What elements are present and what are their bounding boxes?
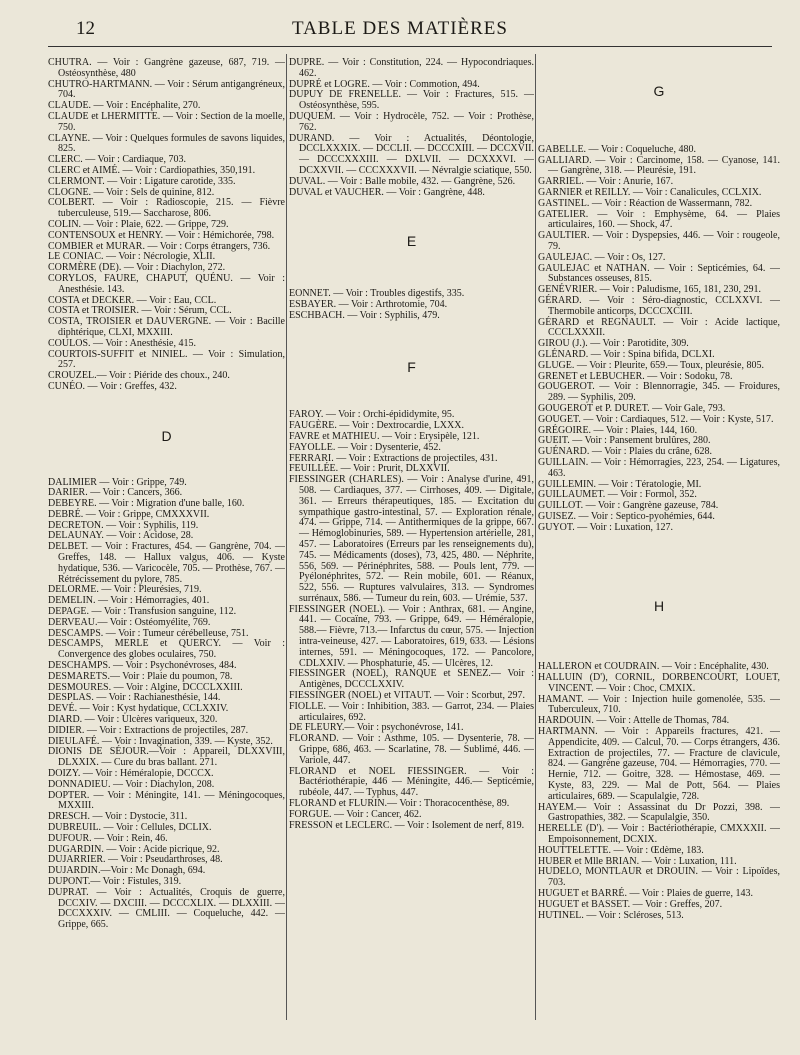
index-entry: DESCAMPS, MERLE et QUERCY. — Voir : Convergence des globes oculaires, 750. <box>48 638 285 661</box>
spacer <box>289 198 534 222</box>
index-entry: GUEIT. — Voir : Pansement brulûres, 280. <box>538 435 711 447</box>
index-entry: DUFOUR. — Voir : Rein, 46. <box>48 832 168 844</box>
index-entry: GRENET et LEBUCHER. — Voir : Sodoku, 78. <box>538 370 733 382</box>
index-entry: DIARD. — Voir : Ulcères variqueux, 320. <box>48 714 218 726</box>
index-entry: DUVAL. — Voir : Balle mobile, 432. — Gangrène, 526. <box>289 175 516 187</box>
index-entry: HALLERON et COUDRAIN. — Voir : Encéphalite, 430. <box>538 661 769 673</box>
section-letter: G <box>653 83 665 99</box>
index-entry: LE CONIAC. — Voir : Nécrologie, XLII. <box>48 251 216 263</box>
index-entry: CROUZEL.— Voir : Piéride des choux., 240. <box>48 370 230 382</box>
index-entry: DESCAMPS. — Voir : Tumeur cérébelleuse, 751. <box>48 627 249 639</box>
index-entry: GUILLEMIN. — Voir : Tératologie, MI. <box>538 478 702 490</box>
index-entry: FRESSON et LECLERC. — Voir : Isolement de nerf, 819. <box>289 819 525 831</box>
index-entry: DOPTER. — Voir : Méningite, 141. — Méningocoques, MXXIII. <box>48 789 285 812</box>
index-entry: HUGUET et BARRÉ. — Voir : Plaies de guerre, 143. <box>538 888 753 900</box>
index-entry: FERRARI. — Voir : Extractions de projectiles, 431. <box>289 452 498 464</box>
index-entry: DESCHAMPS. — Voir : Psychonévroses, 484. <box>48 660 237 672</box>
index-entry: HARTMANN. — Voir : Appareils fractures, 421. — Appendicite, 409. — Calcul, 70. — Corps étrangers, 436. Extraction de projectiles, 77. — Fracture de clavicule, 824. — Gangrène gazeuse, 704. — Hémorragies, 770. — Hernie, 712. — Goitre, 328. — Hémostase, 469. — Kyste, 83, 229. — Mal de Pott, 564. — Plaies articulaires, 689. — Scapulalgie, 728. <box>538 726 780 802</box>
index-entry: DUPRAT. — Voir : Actualités, Croquis de guerre, DCCXIV. — DXCIII. — DCCCXLIX. — DLXXIII. — DCCXXXIV. — CMLIII. — Coqueluche, 442. — Grippe, 665. <box>48 886 285 931</box>
index-entry: GOUGEROT et P. DURET. — Voir Gale, 793. <box>538 402 726 414</box>
index-entry: GASTINEL. — Voir : Réaction de Wassermann, 782. <box>538 197 753 209</box>
spacer <box>538 533 780 587</box>
index-entry: CHUTRO-HARTMANN. — Voir : Sérum antigangréneux, 704. <box>48 78 285 101</box>
index-entry: COSTA et DECKER. — Voir : Eau, CCL. <box>48 294 217 306</box>
index-entry: GARNIER et REILLY. — Voir : Canalicules, CCLXIX. <box>538 186 762 198</box>
index-entry: DUJARDIN.—Voir : Mc Donagh, 694. <box>48 865 206 877</box>
index-entry: HAMANT. — Voir : Injection huile gomenolée, 535. — Tuberculeux, 710. <box>538 693 780 716</box>
index-entry: DUGARDIN. — Voir : Acide picrique, 92. <box>48 843 220 855</box>
index-entry: DRESCH. — Voir : Dystocie, 311. <box>48 811 188 823</box>
index-entry: FLORAND. — Voir : Asthme, 105. — Dysenterie, 78. — Grippe, 686, 463. — Scarlatine, 78. — Sublimé, 446. — Variole, 447. <box>289 733 534 766</box>
index-entry: FIOLLE. — Voir : Inhibition, 383. — Garrot, 234. — Plaies articulaires, 692. <box>289 700 534 723</box>
index-entry: FIESSINGER (NOEL), RANQUE et SENEZ.— Voir : Antigènes, DCCCLXXIV. <box>289 668 534 691</box>
index-entry: GENÉVRIER. — Voir : Paludisme, 165, 181, 230, 291. <box>538 284 761 296</box>
index-entry: COLIN. — Voir : Plaie, 622. — Grippe, 729. <box>48 218 229 230</box>
index-entry: COSTA, TROISIER et DAUVERGNE. — Voir : Bacille diphtérique, CLXI, MXXIII. <box>48 316 285 338</box>
index-entry: DELBET. — Voir : Fractures, 454. — Gangrène, 704. — Greffes, 148. — Hallux valgus, 406. — Kyste hydatique, 536. — Varicocèle, 705. — Prothèse, 767. — Rétrécissement du pylore, 785. <box>48 541 285 585</box>
index-entry: GLUGE. — Voir : Pleurite, 659.— Toux, pleurésie, 805. <box>538 359 764 371</box>
index-entry: CLOGNE. — Voir : Sels de quinine, 812. <box>48 186 215 198</box>
column-divider <box>535 54 536 1020</box>
index-entry: COMBIER et MURAR. — Voir : Corps étrangers, 736. <box>48 240 271 252</box>
index-entry: ESCHBACH. — Voir : Syphilis, 479. <box>289 309 440 321</box>
index-entry: HARDOUIN. — Voir : Attelle de Thomas, 784. <box>538 715 730 727</box>
index-entry: CORYLOS, FAURE, CHAPUT, QUÉNU. — Voir : Anesthésie. 143. <box>48 272 285 295</box>
section-letter: H <box>653 598 665 615</box>
index-entry: DIEULAFÉ. — Voir : Invagination, 339. — Kyste, 352. <box>48 735 273 747</box>
page-title: TABLE DES MATIÈRES <box>292 18 508 39</box>
index-entry: CONTENSOUX et HENRY. — Voir : Hémichorée, 798. <box>48 229 275 241</box>
index-entry: FLORAND et FLURIN.— Voir : Thoracocenthèse, 89. <box>289 798 510 810</box>
index-entry: COURTOIS-SUFFIT et NINIEL. — Voir : Simulation, 257. <box>48 348 285 371</box>
index-entry: GALLIARD. — Voir : Carcinome, 158. — Cyanose, 141. — Gangrène, 318. — Pleurésie, 191. <box>538 154 780 177</box>
spacer <box>289 386 534 410</box>
index-entry: DEPAGE. — Voir : Transfusion sanguine, 112. <box>48 606 237 618</box>
index-entry: CLERC et AIMÉ. — Voir : Cardiopathies, 350,191. <box>48 164 256 176</box>
spacer <box>289 261 534 289</box>
index-entry: DUVAL et VAUCHER. — Voir : Gangrène, 448. <box>289 186 485 198</box>
index-entry: HAYEM.— Voir : Assassinat du Dr Pozzi, 398. — Gastropathies, 382. — Scapulalgie, 350. <box>538 801 780 824</box>
index-entry: DEVÉ. — Voir : Kyst hydatique, CCLXXIV. <box>48 703 229 715</box>
spacer <box>538 111 780 145</box>
index-entry: GRÉGOIRE. — Voir : Plaies, 144, 160. <box>538 424 698 436</box>
index-entry: DUBREUIL. — Voir : Cellules, DCLIX. <box>48 822 212 833</box>
index-entry: FIESSINGER (NOEL) et VITAUT. — Voir : Scorbut, 297. <box>289 690 525 702</box>
index-entry: DERVEAU.— Voir : Ostéomyélite, 769. <box>48 616 211 628</box>
index-entry: DESPLAS. — Voir : Rachianesthésie, 144. <box>48 692 221 704</box>
index-entry: DESMARETS.— Voir : Plaie du poumon, 78. <box>48 670 233 682</box>
spacer <box>289 322 534 348</box>
index-entry: HALLUIN (D'), CORNIL, DORBENCOURT, LOUET, VINCENT. — Voir : Choc, CMXIX. <box>538 672 780 694</box>
index-entry: DIONIS DE SÉJOUR.—Voir : Appareil, DLXXVIII, DLXXIX. — Cure du bras ballant. 271. <box>48 746 285 769</box>
index-entry: DONNADIEU. — Voir : Diachylon, 208. <box>48 778 215 790</box>
index-entry: HUGUET et BASSET. — Voir : Greffes, 207. <box>538 898 723 910</box>
index-entry: GIROU (J.). — Voir : Parotidite, 309. <box>538 338 689 350</box>
section-letter: E <box>406 233 417 250</box>
index-entry: GÉRARD et REGNAULT. — Voir : Acide lactique, CCCLXXXII. <box>538 316 780 339</box>
header-rule <box>48 46 772 47</box>
index-entry: CUNÉO. — Voir : Greffes, 432. <box>48 380 177 392</box>
index-entry: DALIMIER — Voir : Grippe, 749. <box>48 476 187 488</box>
index-entry: HUDELO, MONTLAUR et DROUIN. — Voir : Lipoïdes, 703. <box>538 866 780 889</box>
index-entry: COSTA et TROISIER. — Voir : Sérum, CCL. <box>48 305 232 317</box>
spacer <box>48 456 285 478</box>
index-entry: GOUGEROT. — Voir : Blennorragie, 345. — Froidures, 289. — Syphilis, 209. <box>538 381 780 404</box>
index-entry: GAULEJAC et NATHAN. — Voir : Septicémies, 64. — Substances osseuses, 815. <box>538 262 780 285</box>
index-entry: GUILLAIN. — Voir : Hémorragies, 223, 254. — Ligatures, 463. <box>538 456 780 479</box>
index-entry: GAULTIER. — Voir : Dyspepsies, 446. — Voir : rougeole, 79. <box>538 230 780 252</box>
index-entry: FIESSINGER (CHARLES). — Voir : Analyse d'urine, 491, 508. — Cardiaques, 377. — Cirrhoses, 409. — Digitale, 361. — Erreurs thérapeutiques, 185. — Excitation du sympathique gastro-intestinal, 57. — Exploration rénale, 474. — Grippe, 714. — Antithermiques de la grippe, 667. — Hémoglobinuries, 589. — Hypertension artérielle, 281, 457. — Laboratoires (Erreurs par les renseignements du), 745. — Médicaments (doses), 73, 425, 480. — Néphrite, 556, 569. — Périnéphrites, 588. — Pouls lent, 779. — Pyélonéphrites, 572. — Rein mobile, 601. — Réanux, 522, 556. — Ruptures valvulaires, 313. — Syndromes surrénaux, 586. — Tumeur du rein, 603. — Urémie, 537. <box>289 474 534 604</box>
index-entry: DEBRÉ. — Voir : Grippe, CMXXXVII. <box>48 508 210 520</box>
index-entry: COULOS. — Voir : Anesthésie, 415. <box>48 337 196 349</box>
index-entry: DUQUEM. — Voir : Hydrocèle, 752. — Voir : Prothèse, 762. <box>289 110 534 133</box>
index-entry: ESBAYER. — Voir : Arthrotomie, 704. <box>289 298 448 310</box>
index-entry: DUPRÉ et LOGRE. — Voir : Commotion, 494. <box>289 78 480 90</box>
index-entry: FIESSINGER (NOEL). — Voir : Anthrax, 681. — Angine, 441. — Cocaïne, 793. — Grippe, 649. — Héméralopie, 588.— Fièvre, 713.— Infarctus du cœur, 575. — Injection intra-veineuse, 427. — Laboratoires, 619, 633. — Lésions internes, 591. — Méningocoques, 172. — Pancolore, CDLXXIV. — Phosphaturie, 45. — Ulcères, 12. <box>289 603 534 669</box>
index-entry: DOIZY. — Voir : Héméralopie, DCCCX. <box>48 768 214 780</box>
index-entry: CLAYNE. — Voir : Quelques formules de savons liquides, 825. <box>48 132 285 155</box>
index-entry: FEUILLÉE. — Voir : Prurit, DLXXVII. <box>289 463 450 475</box>
index-entry: HUBER et Mlle BRIAN. — Voir : Luxation, 111. <box>538 855 737 867</box>
column-divider <box>286 54 287 1020</box>
index-entry: DEMELIN. — Voir : Hémorragies, 401. <box>48 595 210 607</box>
spacer <box>538 626 780 662</box>
index-entry: DUPUY DE FRENELLE. — Voir : Fractures, 515. — Ostéosynthèse, 595. <box>289 89 534 112</box>
index-entry: DURAND. — Voir : Actualités, Déontologie, DCCLXXXIX. — DCCLII. — DCCCXIII. — DCCXVII. — DCCCXXXIII. — DXLVII. — DCXXXVI. — DCXXVII. — CCCXXXVII. — Névralgie sciatique, 550. <box>289 132 534 176</box>
index-entry: GABELLE. — Voir : Coqueluche, 480. <box>538 143 696 155</box>
index-entry: CHUTRA. — Voir : Gangrène gazeuse, 687, 719. — Ostéosynthèse, 480 <box>48 58 285 79</box>
index-entry: GOUGET. — Voir : Cardiaques, 512. — Voir : Kyste, 517. <box>538 413 774 425</box>
index-entry: FAUGÈRE. — Voir : Dextrocardie, LXXX. <box>289 420 464 432</box>
index-entry: DECRETON. — Voir : Syphilis, 119. <box>48 519 199 531</box>
index-entry: COLBERT. — Voir : Radioscopie, 215. — Fièvre tuberculeuse, 519.— Saccharose, 806. <box>48 197 285 220</box>
index-entry: DELORME. — Voir : Pleurésies, 719. <box>48 584 202 596</box>
page-number: 12 <box>76 18 95 39</box>
index-entry: CLAUDE et LHERMITTE. — Voir : Section de la moelle, 750. <box>48 110 285 133</box>
index-entry: GATELIER. — Voir : Emphysème, 64. — Plaies articulaires, 160. — Shock, 47. <box>538 208 780 231</box>
index-column-2 <box>289 58 534 1018</box>
spacer <box>538 58 780 72</box>
page-header <box>0 18 800 54</box>
index-entry: CLERMONT. — Voir : Ligature carotide, 335. <box>48 175 236 187</box>
index-entry: DIDIER. — Voir : Extractions de projectiles, 287. <box>48 724 249 736</box>
index-entry: GUISEZ. — Voir : Septico-pyohémies, 644. <box>538 510 715 522</box>
index-entry: GAULEJAC. — Voir : Os, 127. <box>538 251 666 263</box>
section-letter: F <box>407 358 416 375</box>
section-letter: D <box>161 427 172 444</box>
index-entry: FORGUE. — Voir : Cancer, 462. <box>289 808 422 820</box>
index-entry: DESMOURES. — Voir : Algine, DCCCLXXIII. <box>48 681 243 693</box>
index-entry: GUYOT. — Voir : Luxation, 127. <box>538 521 673 533</box>
index-entry: CLAUDE. — Voir : Encéphalite, 270. <box>48 100 201 112</box>
index-column-1 <box>48 58 285 1018</box>
index-entry: HOUTTELETTE. — Voir : Œdème, 183. <box>538 844 704 856</box>
index-entry: CORMÈRE (DE). — Voir : Diachylon, 272. <box>48 262 226 274</box>
index-column-3 <box>538 58 780 1018</box>
index-entry: DELAUNAY. — Voir : Acidose, 28. <box>48 530 194 542</box>
index-entry: GUILLOT. — Voir : Gangrène gazeuse, 784. <box>538 500 719 512</box>
index-entry: GUILLAUMET. — Voir : Formol, 352. <box>538 489 697 501</box>
index-entry: FLORAND et NOEL FIESSINGER. — Voir : Bactériothérapie, 446 — Méningite, 446.— Septicémie, rubéole, 447. — Typhus, 447. <box>289 765 534 799</box>
index-entry: FAVRE et MATHIEU. — Voir : Erysipèle, 121. <box>289 430 480 442</box>
index-entry: HERELLE (D'). — Voir : Bactériothérapie, CMXXXII. — Empoisonnement, DCXIX. <box>538 823 780 846</box>
index-entry: DEBEYRE. — Voir : Migration d'une balle, 160. <box>48 498 245 510</box>
index-entry: DE FLEURY.— Voir : psychonévrose, 141. <box>289 722 464 734</box>
spacer <box>48 393 285 417</box>
index-entry: DUPONT.— Voir : Fistules, 319. <box>48 875 182 887</box>
index-entry: DUPRÉ. — Voir : Constitution, 224. — Hypocondriaques. 462. <box>289 58 534 79</box>
index-entry: GLÉNARD. — Voir : Spina bifida, DCLXI. <box>538 348 715 360</box>
index-entry: DARIER. — Voir : Cancers, 366. <box>48 487 183 499</box>
index-entry: FAYOLLE. — Voir : Dysenterie, 452. <box>289 441 441 453</box>
index-entry: EONNET. — Voir : Troubles digestifs, 335. <box>289 288 465 300</box>
index-entry: CLERC. — Voir : Cardiaque, 703. <box>48 154 186 166</box>
index-entry: GUÉNARD. — Voir : Plaies du crâne, 628. <box>538 446 713 458</box>
index-entry: FAROY. — Voir : Orchi-épididymite, 95. <box>289 409 455 421</box>
index-entry: GÉRARD. — Voir : Séro-diagnostic, CCLXXVI. — Thermobile anticorps, DCCCXCIII. <box>538 294 780 317</box>
index-entry: GARRIEL. — Voir : Anurie, 167. <box>538 176 674 188</box>
index-entry: HUTINEL. — Voir : Scléroses, 513. <box>538 909 684 921</box>
index-entry: DUJARRIER. — Voir : Pseudarthroses, 48. <box>48 854 223 866</box>
